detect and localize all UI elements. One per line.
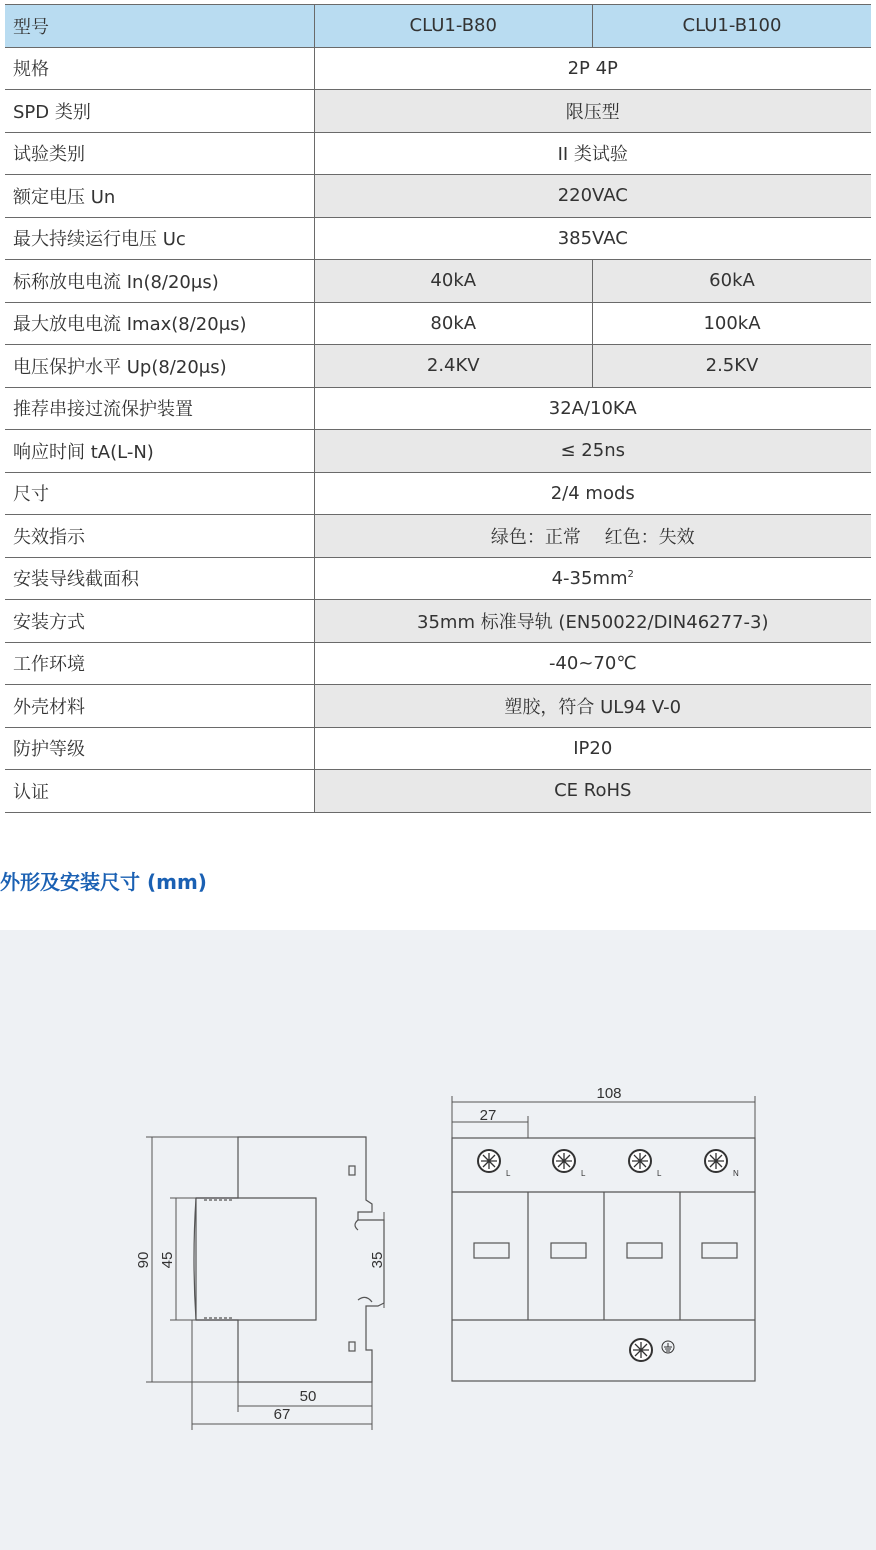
table-row xyxy=(5,727,871,770)
dim-label-45: 45 xyxy=(159,1251,176,1269)
table-row xyxy=(5,90,871,133)
section-title: 外形及安装尺寸 (mm) xyxy=(0,870,207,894)
indicator-window xyxy=(474,1243,509,1258)
row-value: CE RoHS xyxy=(314,770,871,813)
row-value: 385VAC xyxy=(314,217,871,260)
table-row xyxy=(5,600,871,643)
row-value: 60kA xyxy=(593,260,872,303)
dim-label-108: 108 xyxy=(596,1085,622,1102)
side-view-window xyxy=(349,1342,355,1351)
row-value: 100kA xyxy=(593,302,872,345)
row-value: 2.5KV xyxy=(593,345,872,388)
table-row xyxy=(5,260,871,303)
table-row xyxy=(5,387,871,430)
dimension-drawing-panel xyxy=(0,930,876,1550)
superscript: 2 xyxy=(627,568,634,580)
indicator-window xyxy=(702,1243,737,1258)
header-model: CLU1-B80 xyxy=(314,5,593,48)
front-view-dividers xyxy=(452,1192,755,1320)
table-row xyxy=(5,175,871,218)
dim-label-90: 90 xyxy=(135,1251,152,1269)
terminal-screw-icon xyxy=(629,1150,651,1172)
row-value: 限压型 xyxy=(314,90,871,133)
dim-label-35: 35 xyxy=(369,1251,386,1269)
row-value: 35mm 标准导轨 (EN50022/DIN46277-3) xyxy=(314,600,871,643)
indicator-window xyxy=(627,1243,662,1258)
table-row xyxy=(5,557,871,600)
row-label: 失效指示 xyxy=(5,515,314,558)
table-row xyxy=(5,770,871,813)
side-view-window xyxy=(349,1166,355,1175)
header-model: CLU1-B100 xyxy=(593,5,872,48)
row-value: 绿色：正常 红色：失效 xyxy=(314,515,871,558)
row-value: 40kA xyxy=(314,260,593,303)
row-label: 外壳材料 xyxy=(5,685,314,728)
side-view-front-panel xyxy=(196,1198,316,1320)
ground-terminal-icon xyxy=(630,1339,674,1361)
dim-label-67: 67 xyxy=(273,1406,291,1423)
terminal-screw-icon xyxy=(705,1150,727,1172)
row-label: 尺寸 xyxy=(5,472,314,515)
row-value xyxy=(314,557,871,600)
row-value: 220VAC xyxy=(314,175,871,218)
row-label: 推荐串接过流保护装置 xyxy=(5,387,314,430)
dim-label-27: 27 xyxy=(479,1107,497,1124)
row-label: 试验类别 xyxy=(5,132,314,175)
row-label: 额定电压 Un xyxy=(5,175,314,218)
row-value: 2/4 mods xyxy=(314,472,871,515)
dim-label-50: 50 xyxy=(299,1388,317,1405)
row-label: 安装方式 xyxy=(5,600,314,643)
dim-line-108 xyxy=(452,1096,755,1138)
terminal-label: L xyxy=(506,1169,511,1178)
table-row xyxy=(5,515,871,558)
terminal-label: L xyxy=(657,1169,662,1178)
table-row xyxy=(5,217,871,260)
terminal-screw-icon xyxy=(478,1150,500,1172)
row-value: -40~70℃ xyxy=(314,642,871,685)
wire-size-value: 4-35mm xyxy=(551,567,628,589)
header-label: 型号 xyxy=(5,5,314,48)
row-value: 32A/10KA xyxy=(314,387,871,430)
row-label: 响应时间 tA(L-N) xyxy=(5,430,314,473)
dimension-drawing xyxy=(0,930,876,1550)
table-row xyxy=(5,430,871,473)
row-label: 电压保护水平 Up(8/20μs) xyxy=(5,345,314,388)
row-value: ≤ 25ns xyxy=(314,430,871,473)
table-row xyxy=(5,685,871,728)
row-label: 最大放电电流 Imax(8/20μs) xyxy=(5,302,314,345)
row-value: 2P 4P xyxy=(314,47,871,90)
row-label: 标称放电电流 In(8/20μs) xyxy=(5,260,314,303)
row-value: 塑胶，符合 UL94 V-0 xyxy=(314,685,871,728)
table-row xyxy=(5,132,871,175)
row-label: 安装导线截面积 xyxy=(5,557,314,600)
terminal-label: L xyxy=(581,1169,586,1178)
table-row xyxy=(5,47,871,90)
table-row xyxy=(5,642,871,685)
row-value: II 类试验 xyxy=(314,132,871,175)
row-value: 80kA xyxy=(314,302,593,345)
row-label: 认证 xyxy=(5,770,314,813)
spec-table xyxy=(5,4,871,813)
side-view-grip xyxy=(204,1200,234,1318)
terminal-screw-icon xyxy=(553,1150,575,1172)
row-label: 规格 xyxy=(5,47,314,90)
row-label: 防护等级 xyxy=(5,727,314,770)
row-label: 工作环境 xyxy=(5,642,314,685)
row-value: IP20 xyxy=(314,727,871,770)
terminal-label: N xyxy=(733,1169,739,1178)
table-header-row xyxy=(5,5,871,48)
indicator-window xyxy=(551,1243,586,1258)
table-row xyxy=(5,345,871,388)
row-label: 最大持续运行电压 Uc xyxy=(5,217,314,260)
side-view-outline xyxy=(196,1137,384,1382)
row-value: 2.4KV xyxy=(314,345,593,388)
table-row xyxy=(5,472,871,515)
table-row xyxy=(5,302,871,345)
row-label: SPD 类别 xyxy=(5,90,314,133)
